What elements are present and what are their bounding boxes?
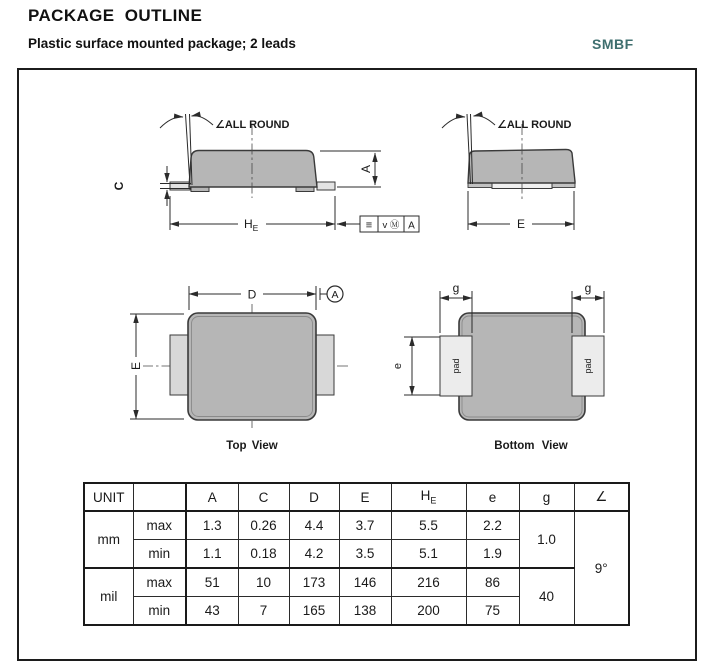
value-cell: 2.2 <box>466 511 519 540</box>
value-cell: 3.7 <box>339 511 391 540</box>
dim-c-label: C <box>112 181 126 191</box>
bound-max: max <box>133 568 186 597</box>
datum-label: A <box>331 289 339 301</box>
dim-he-label: $H_E$ <box>244 217 259 233</box>
dim-g-left-label: g <box>452 281 460 295</box>
value-cell: 216 <box>391 568 466 597</box>
top-view-caption: Top View <box>226 440 278 452</box>
value-cell: 173 <box>289 568 339 597</box>
bound-min: min <box>133 540 186 569</box>
col-header-e-pitch: e <box>466 483 519 511</box>
all-round-label-side: ∠ALL ROUND <box>497 119 572 131</box>
bound-max: max <box>133 511 186 540</box>
dim-e-top-label: E <box>129 361 143 371</box>
value-cell: 3.5 <box>339 540 391 569</box>
value-cell: 1.9 <box>466 540 519 569</box>
col-header-he: $H_E$ <box>391 483 466 511</box>
value-angle: 9° <box>574 511 629 625</box>
value-cell: 1.1 <box>186 540 238 569</box>
top-view <box>129 286 349 452</box>
value-cell: 86 <box>466 568 519 597</box>
all-round-label-front: ∠ALL ROUND <box>215 119 290 131</box>
lead-right <box>317 182 335 190</box>
value-cell: 165 <box>289 597 339 626</box>
bound-min: min <box>133 597 186 626</box>
package-code: SMBF <box>592 36 634 52</box>
col-header-angle: ∠ <box>574 483 629 511</box>
value-cell: 75 <box>466 597 519 626</box>
value-cell: 4.2 <box>289 540 339 569</box>
value-cell: 200 <box>391 597 466 626</box>
package-body-bottom <box>459 313 585 420</box>
value-g-mil: 40 <box>519 568 574 625</box>
col-header-unit: UNIT <box>84 483 133 511</box>
table-header-row <box>84 483 629 511</box>
package-body-side <box>468 150 575 184</box>
tolerance-symbol: ≡ <box>365 219 373 232</box>
tolerance-value: v Ⓜ <box>382 220 400 231</box>
front-view <box>112 114 419 233</box>
value-g-mm: 1.0 <box>519 511 574 568</box>
package-body-front <box>189 151 317 188</box>
value-cell: 1.3 <box>186 511 238 540</box>
unit-mil: mil <box>84 568 133 625</box>
unit-mm: mm <box>84 511 133 568</box>
pad-label-left: pad <box>451 358 461 374</box>
dim-e-bottom <box>404 337 440 395</box>
package-body-top <box>188 313 316 420</box>
col-header-a: A <box>186 483 238 511</box>
dim-g-right-label: g <box>584 281 592 295</box>
value-cell: 51 <box>186 568 238 597</box>
col-header-d: D <box>289 483 339 511</box>
col-header-blank <box>133 483 186 511</box>
bottom-view <box>392 281 604 452</box>
table-row-mil-max <box>84 568 629 597</box>
value-cell: 146 <box>339 568 391 597</box>
value-cell: 7 <box>238 597 289 626</box>
value-cell: 4.4 <box>289 511 339 540</box>
page-subtitle: Plastic surface mounted package; 2 leads <box>28 36 296 51</box>
value-cell: 5.1 <box>391 540 466 569</box>
dim-d-label: D <box>247 287 257 302</box>
terminal-right <box>315 335 334 395</box>
col-header-g: g <box>519 483 574 511</box>
dim-e-bottom-label: e <box>392 362 404 370</box>
dimension-table <box>83 482 630 626</box>
value-cell: 5.5 <box>391 511 466 540</box>
value-cell: 0.18 <box>238 540 289 569</box>
value-cell: 138 <box>339 597 391 626</box>
col-header-e: E <box>339 483 391 511</box>
datum-flag <box>320 286 343 302</box>
side-view <box>442 114 575 231</box>
tolerance-datum: A <box>408 220 415 232</box>
value-cell: 43 <box>186 597 238 626</box>
tolerance-frame <box>337 216 419 232</box>
terminal-left <box>170 335 190 395</box>
pad-label-right: pad <box>583 358 593 374</box>
bottom-view-caption: Bottom View <box>494 440 568 452</box>
drawing-frame <box>17 68 697 661</box>
col-header-c: C <box>238 483 289 511</box>
page-title: PACKAGE OUTLINE <box>28 6 203 25</box>
value-cell: 10 <box>238 568 289 597</box>
dim-a-label: A <box>359 164 373 174</box>
value-cell: 0.26 <box>238 511 289 540</box>
dim-e-side-label: E <box>516 217 526 231</box>
package-outline-drawing <box>19 70 695 480</box>
table-row-mm-max <box>84 511 629 540</box>
